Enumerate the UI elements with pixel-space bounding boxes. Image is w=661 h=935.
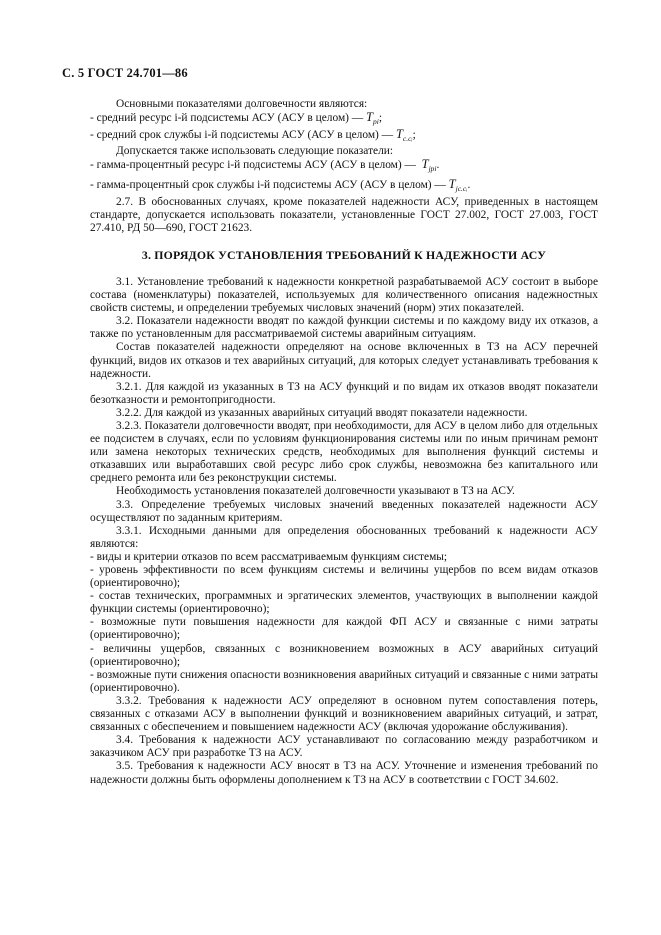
paragraph-3-2-1: 3.2.1. Для каждой из указанных в ТЗ на АСУ функций и по видам их отказов вводят показатели безотказности и ремонтопригодности. (90, 380, 598, 406)
paragraph-3-5: 3.5. Требования к надежности АСУ вносят в ТЗ на АСУ. Уточнение и изменения требований по надежности должны быть оформлены дополнением к ТЗ на АСУ в соответствии с ГОСТ 34.602. (90, 760, 598, 786)
paragraph-3-3-2: 3.3.2. Требования к надежности АСУ определяют в основном путем сопоставления потерь, связанных с отказами АСУ в выполнении функций и возникновением аварийных ситуаций, и затрат, связанных с обеспечением и повышением надежности АСУ (включая удорожание обслуживания). (90, 694, 598, 734)
list-item: - возможные пути снижения опасности возникновения аварийных ситуаций и связанные с ними затраты (ориентировочно). (90, 668, 598, 694)
list-item: - возможные пути повышения надежности для каждой ФП АСУ и связанные с ними затраты (ориентировочно); (90, 616, 598, 642)
durability-item-3: - гамма-процентный ресурс i-й подсистемы АСУ (АСУ в целом) — $T_{jpi}$. (90, 157, 440, 174)
symbol-t-cc: $T_{c.cᵢ}$ (395, 127, 413, 144)
also-lead: Допускается также использовать следующие показатели: (116, 145, 394, 158)
durability-item-2: - средний срок службы i-й подсистемы АСУ (АСУ в целом) — $T_{c.cᵢ}$; (90, 127, 416, 144)
paragraph-3-2-3: 3.2.3. Показатели долговечности вводят, при необходимости, для АСУ в целом либо для отдельных ее подсистем в случаях, если по условиям функционирования системы или по иным причинам ремонт или замена некоторых технических средств, необходимых для выполнения функций системы и отказавших или выработавших свой ресурс либо срок службы, невозможна без капитального или среднего ремонта или без реконструкции системы. (90, 419, 598, 485)
symbol-t-pi: $T_{pi}$ (366, 110, 379, 127)
paragraph-3-3: 3.3. Определение требуемых числовых значений введенных показателей надежности АСУ осуществляют по заданным критериям. (90, 498, 598, 524)
paragraph-3-3-1: 3.3.1. Исходными данными для определения обоснованных требований к надежности АСУ являются: (90, 524, 598, 550)
document-body (90, 98, 598, 787)
list-item: - состав технических, программных и эргатических элементов, участвующих в выполнении каждой функции системы (ориентировочно); (90, 590, 598, 616)
durability-item-1: - средний ресурс i-й подсистемы АСУ (АСУ в целом) — $T_{pi}$; (90, 110, 383, 127)
list-item: - величины ущербов, связанных с возникновением возможных в АСУ аварийных ситуаций (ориентировочно); (90, 642, 598, 668)
paragraph-3-1: 3.1. Установление требований к надежности конкретной разрабатываемой АСУ состоит в выборе состава (номенклатуры) показателей, используемых для количественного описания надежностных свойств системы, и определении требуемых числовых значений (норм) этих показателей. (90, 275, 598, 315)
paragraph-3-2-3-b: Необходимость установления показателей долговечности указывают в ТЗ на АСУ. (116, 485, 515, 498)
page-header: С. 5 ГОСТ 24.701—86 (62, 66, 188, 80)
paragraph-3-2: 3.2. Показатели надежности вводят по каждой функции системы и по каждому виду их отказов, а также по установленным для рассматриваемой системы аварийным ситуациям. (90, 315, 598, 341)
paragraph-3-2-b: Состав показателей надежности определяют на основе включенных в ТЗ на АСУ перечней функций, видов их отказов и тех аварийных ситуаций, для которых следует устанавливать требования к надежности. (90, 341, 598, 380)
symbol-t-gamma-pi: $T_{jpi}$ (421, 157, 437, 174)
list-item: - виды и критерии отказов по всем рассматриваемым функциям системы; (90, 550, 448, 563)
paragraph-2-7: 2.7. В обоснованных случаях, кроме показателей надежности АСУ, приведенных в настоящем стандарте, допускается использовать показатели, установленные ГОСТ 27.002, ГОСТ 27.003, ГОСТ 27.410, РД 50—690, ГОСТ 21623. (90, 195, 598, 234)
durability-lead: Основными показателями долговечности являются: (116, 98, 368, 110)
symbol-t-gamma-cc: $T_{jc.cᵢ}$ (448, 177, 468, 194)
section-3-title: 3. ПОРЯДОК УСТАНОВЛЕНИЯ ТРЕБОВАНИЙ К НАДЕЖНОСТИ АСУ (141, 247, 547, 262)
paragraph-3-4: 3.4. Требования к надежности АСУ устанавливают по согласованию между разработчиком и заказчиком АСУ при разработке ТЗ на АСУ. (90, 734, 598, 760)
list-item: - уровень эффективности по всем функциям системы и величины ущербов по всем видам отказов (ориентировочно); (90, 564, 598, 590)
durability-item-4: - гамма-процентный срок службы i-й подсистемы АСУ (АСУ в целом) — $T_{jc.cᵢ}$. (90, 177, 471, 194)
paragraph-3-2-2: 3.2.2. Для каждой из указанных аварийных ситуаций вводят показатели надежности. (116, 406, 528, 419)
